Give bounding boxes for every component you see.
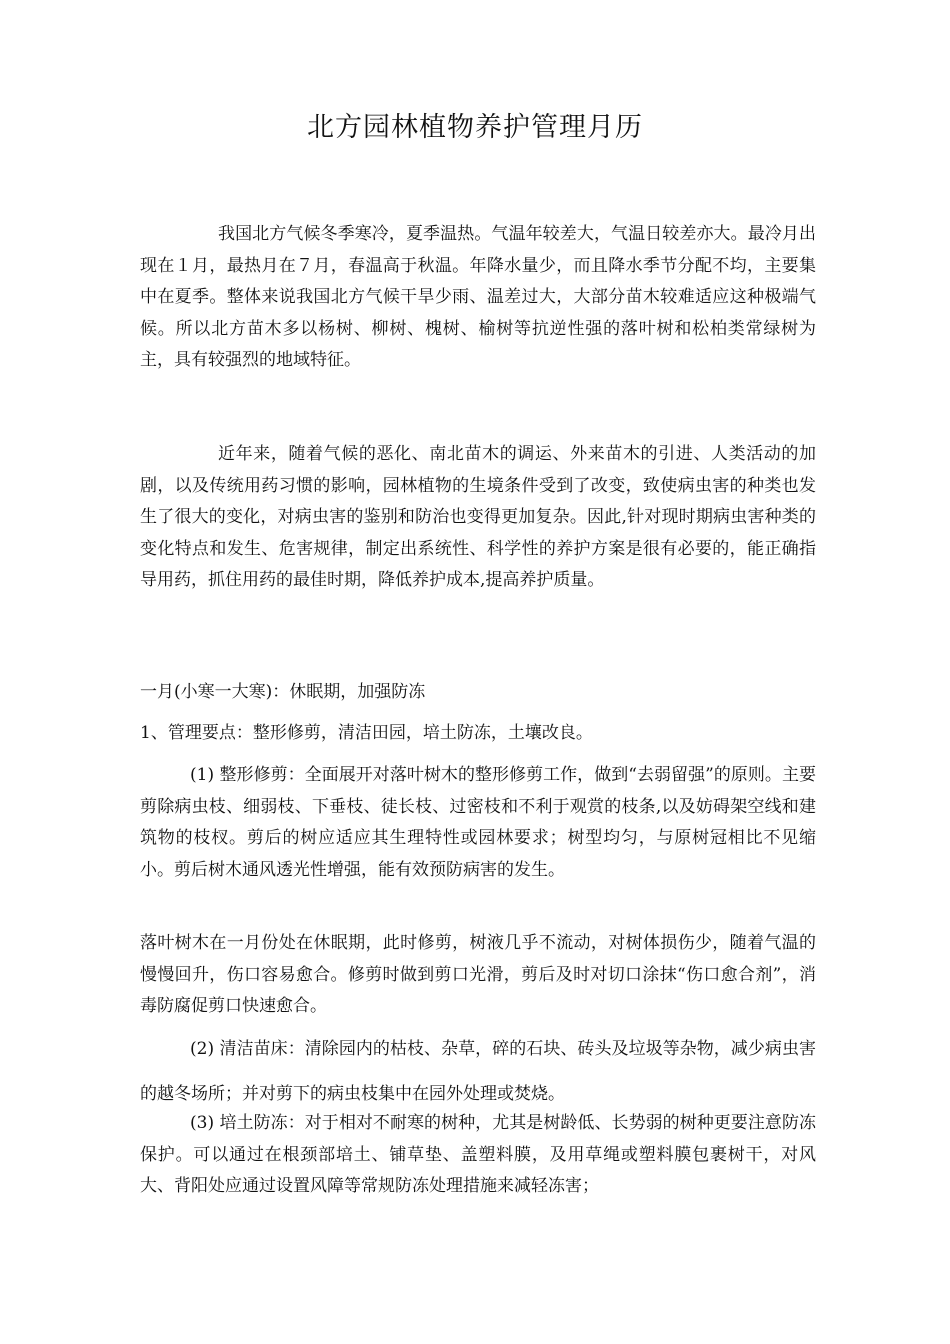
management-points: 1、管理要点：整形修剪，清洁田园，培土防冻，土壤改良。: [140, 723, 593, 743]
item-cleaning: (2) 清洁苗床：清除园内的枯枝、杂草，碎的石块、砖头及垃圾等杂物，减少病虫害的越冬场所；并对剪下的病虫枝集中在园外处理或焚烧。: [140, 1039, 816, 1104]
intro-paragraph-2: 近年来，随着气候的恶化、南北苗木的调运、外来苗木的引进、人类活动的加剧，以及传统用药习惯的影响，园林植物的生境条件受到了改变，致使病虫害的种类也发生了很大的变化，对病虫害的鉴别和防治也变得更加复杂。因此,针对现时期病虫害种类的变化特点和发生、危害规律，制定出系统性、科学性的养护方案是很有必要的，能正确指导用药，抓住用药的最佳时期，降低养护成本,提高养护质量。: [140, 444, 816, 590]
item-pruning: (1) 整形修剪：全面展开对落叶树木的整形修剪工作，做到“去弱留强”的原则。主要剪除病虫枝、细弱枝、下垂枝、徒长枝、过密枝和不利于观赏的枝条,以及妨碍架空线和建筑物的枝杈。剪后的树应适应其生理特性或园林要求；树型均匀，与原树冠相比不见缩小。剪后树木通风透光性增强，能有效预防病害的发生。: [140, 765, 816, 880]
document-title: 北方园林植物养护管理月历: [307, 112, 643, 143]
intro-paragraph-1: 我国北方气候冬季寒冷，夏季温热。气温年较差大，气温日较差亦大。最冷月出现在１月，最热月在７月，春温高于秋温。年降水量少，而且降水季节分配不均，主要集中在夏季。整体来说我国北方气候干旱少雨、温差过大，大部分苗木较难适应这种极端气候。所以北方苗木多以杨树、柳树、槐树、榆树等抗逆性强的落叶树和松柏类常绿树为主，具有较强烈的地域特征。: [140, 224, 816, 370]
month-heading: 一月(小寒一大寒)：休眠期，加强防冻: [140, 682, 426, 702]
note-paragraph: 落叶树木在一月份处在休眠期，此时修剪，树液几乎不流动，对树体损伤少，随着气温的慢慢回升，伤口容易愈合。修剪时做到剪口光滑，剪后及时对切口涂抹“伤口愈合剂”，消毒防腐促剪口快速愈合。: [140, 933, 816, 1016]
item-frost-protection: (3) 培土防冻：对于相对不耐寒的树种，尤其是树龄低、长势弱的树种更要注意防冻保护。可以通过在根颈部培土、铺草垫、盖塑料膜，及用草绳或塑料膜包裹树干，对风大、背阳处应通过设置风障等常规防冻处理措施来减轻冻害；: [140, 1113, 816, 1196]
